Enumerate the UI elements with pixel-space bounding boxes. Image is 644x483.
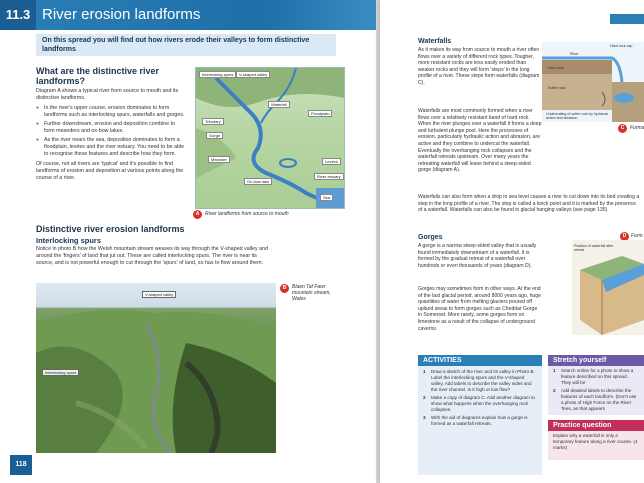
diagram-c-illustration — [542, 42, 644, 122]
waterfalls-p3: Waterfalls can also form when a drop in sea level causes a river to cut down into its bed creating a step in the long profile of a river. The step is called a knick point and it is marked by the presence of a waterfall. Waterfalls can also be found in glacial hanging valleys (see page 135). — [418, 194, 640, 214]
marker-c: C — [618, 124, 627, 133]
marker-d: D — [620, 232, 629, 241]
label-waterfall: Waterfall — [268, 101, 290, 108]
spread-title: River erosion landforms — [42, 6, 201, 23]
section-number: 11.3 — [0, 0, 36, 30]
label-v-shaped-valley: V-shaped valley — [236, 71, 270, 78]
activities-list — [418, 366, 542, 427]
waterfalls-heading: Waterfalls — [418, 38, 452, 45]
stretch-2: 2 Add detailed labels to describe the features of each landform. (Don't use a photo of High Force on the River Tees, as that appears — [553, 388, 637, 411]
label-levees: Levées — [322, 158, 341, 165]
q1-heading: What are the distinctive river landforms? — [36, 66, 160, 86]
label-hard-rock-cap: Hard rock cap — [610, 44, 633, 48]
practice-heading: Practice question — [548, 420, 644, 431]
marker-b: B — [280, 284, 289, 293]
photo-label-interlocking-spurs: Interlocking spurs — [42, 369, 79, 376]
interlocking-text: Notice in photo B how the Welsh mountain stream weaves its way through the V-shaped valley and around the 'fingers' of land that jut out. These are called interlocking spurs. The river is near its source, and is not powerful enough to cut through the 'spurs' of land, so has to flow around them. — [36, 246, 268, 266]
diagram-d-illustration — [572, 240, 644, 335]
waterfalls-p2: Waterfalls are most commonly formed when a river flows over a relatively resistant band of hard rock. When the river plunges over a waterfall it forms a deep and turbulent plunge pool. Here the processes of erosion, particularly hydraulic action and abrasion, are active and they combine to undercut the waterfall. Eventually the overhanging rock collapses and the waterfall retreats upstream. Over many years the retreating waterfall will leave behind a steep-sided gorge (diagram A). — [418, 108, 542, 174]
activity-3: 3 With the aid of diagrams explain how a gorge is formed as a waterfall retreats. — [423, 415, 528, 426]
q1-para2: Of course, not all rivers are 'typical' and it's possible to find landforms of erosion and deposition at various points along the course of a river. — [36, 161, 184, 181]
label-meander: Meander — [208, 156, 230, 163]
practice-text: Explain why a waterfall is only a temporary feature along a river course. (4 marks) — [553, 433, 638, 450]
section2-heading: Distinctive river erosion landforms — [36, 224, 185, 234]
activity-1: 1 Draw a sketch of the river and its valley in Photo B. Label the interlocking spurs and the V-shaped valley. Add labels to describe the valley sides and the river channel. Is it high or low flow? — [423, 369, 535, 392]
gorges-p1: A gorge is a narrow steep-sided valley that is usually found immediately downstream of a waterfall. It is formed by the gradual retreat of a waterfall over hundreds or even thousands of years (diagram D). — [418, 243, 537, 269]
photo-b-mountain-stream — [36, 283, 276, 453]
bullet-1: ● In the river's upper course, erosion dominates to form landforms such as interlocking spurs, waterfalls and gorges. — [36, 105, 186, 119]
diagram-a-river-landforms — [195, 67, 345, 209]
stretch-list — [548, 366, 644, 415]
label-tributary: Tributary — [202, 118, 224, 125]
label-floodplain: Floodplain — [308, 110, 332, 117]
label-ox-bow-lake: Ox-bow lake — [244, 178, 272, 185]
label-sea: Sea — [320, 194, 333, 201]
right-page — [380, 0, 644, 483]
activity-2: 2 Make a copy of diagram C. Add another diagram to show what happens when the overhanging rock collapses. — [423, 395, 535, 412]
gorges-p2: Gorges may sometimes form in other ways. At the end of the last glacial period, around 8000 years ago, huge quantities of water from melting glaciers poured off upland areas to form gorges such as Cheddar Gorge in Somerset. More rarely, some gorges form on limestone as a result of the collapse of underground caverns. — [418, 286, 541, 332]
stretch-heading: Stretch yourself — [548, 355, 644, 366]
interlocking-heading: Interlocking spurs — [36, 236, 102, 245]
caption-d: Form — [631, 233, 643, 239]
gorges-heading: Gorges — [418, 234, 443, 241]
label-river: River — [570, 52, 579, 56]
stretch-1: 1 Search online for a photo to show a feature described on this spread. They will be — [553, 368, 634, 385]
label-softer-rock: Softer rock — [548, 86, 566, 90]
bullet-2: ● Further downstream, erosion and deposition combine to form meanders and ox-bow lakes. — [36, 121, 186, 135]
right-header-band — [610, 14, 644, 24]
label-undercutting: Undercutting of softer rock by hydraulic action and abrasion — [546, 112, 609, 120]
label-interlocking-spurs: Interlocking spurs — [199, 71, 236, 78]
diagram-d-gorge — [572, 240, 644, 335]
stretch-box — [548, 355, 644, 415]
label-gorge: Gorge — [206, 132, 223, 139]
practice-box — [548, 420, 644, 460]
intro-text: On this spread you will find out how rivers erode their valleys to form distinctive landforms — [36, 34, 336, 56]
q1-body — [36, 88, 186, 182]
label-position-of-waterfall: Position of waterfall after retreat — [574, 244, 614, 252]
photo-b-illustration — [36, 283, 276, 453]
activities-box — [418, 355, 542, 475]
marker-a: A — [193, 210, 202, 219]
activities-heading: ACTIVITIES — [418, 355, 542, 366]
photo-label-v-shaped-valley: V-shaped valley — [142, 291, 176, 298]
diagram-c-waterfall — [542, 42, 644, 122]
bullet-3: ● As the river nears the sea, deposition dominates to form a floodplain, levées and the river estuary. You need to be able to recognise these features and describe how they form. — [36, 137, 186, 158]
label-hard-rock: Hard rock — [548, 66, 564, 70]
caption-a: River landforms from source to mouth — [205, 211, 289, 217]
waterfalls-p1: As it makes its way from source to mouth a river often flows over a variety of different rock types. Tougher, more resistant rocks are less easily eroded than weaker rocks and they will form 'steps' in the long profile of a river. These steps form waterfalls (diagram C). — [418, 47, 540, 86]
caption-c: Forma — [630, 125, 644, 131]
page-number: 118 — [10, 455, 32, 475]
caption-b: Blaen Taf Fawr mountain stream, Wales — [292, 284, 331, 302]
label-river-estuary: River estuary — [314, 173, 344, 180]
q1-para1: Diagram A shows a typical river from source to mouth and its distinctive landforms. — [36, 88, 179, 101]
